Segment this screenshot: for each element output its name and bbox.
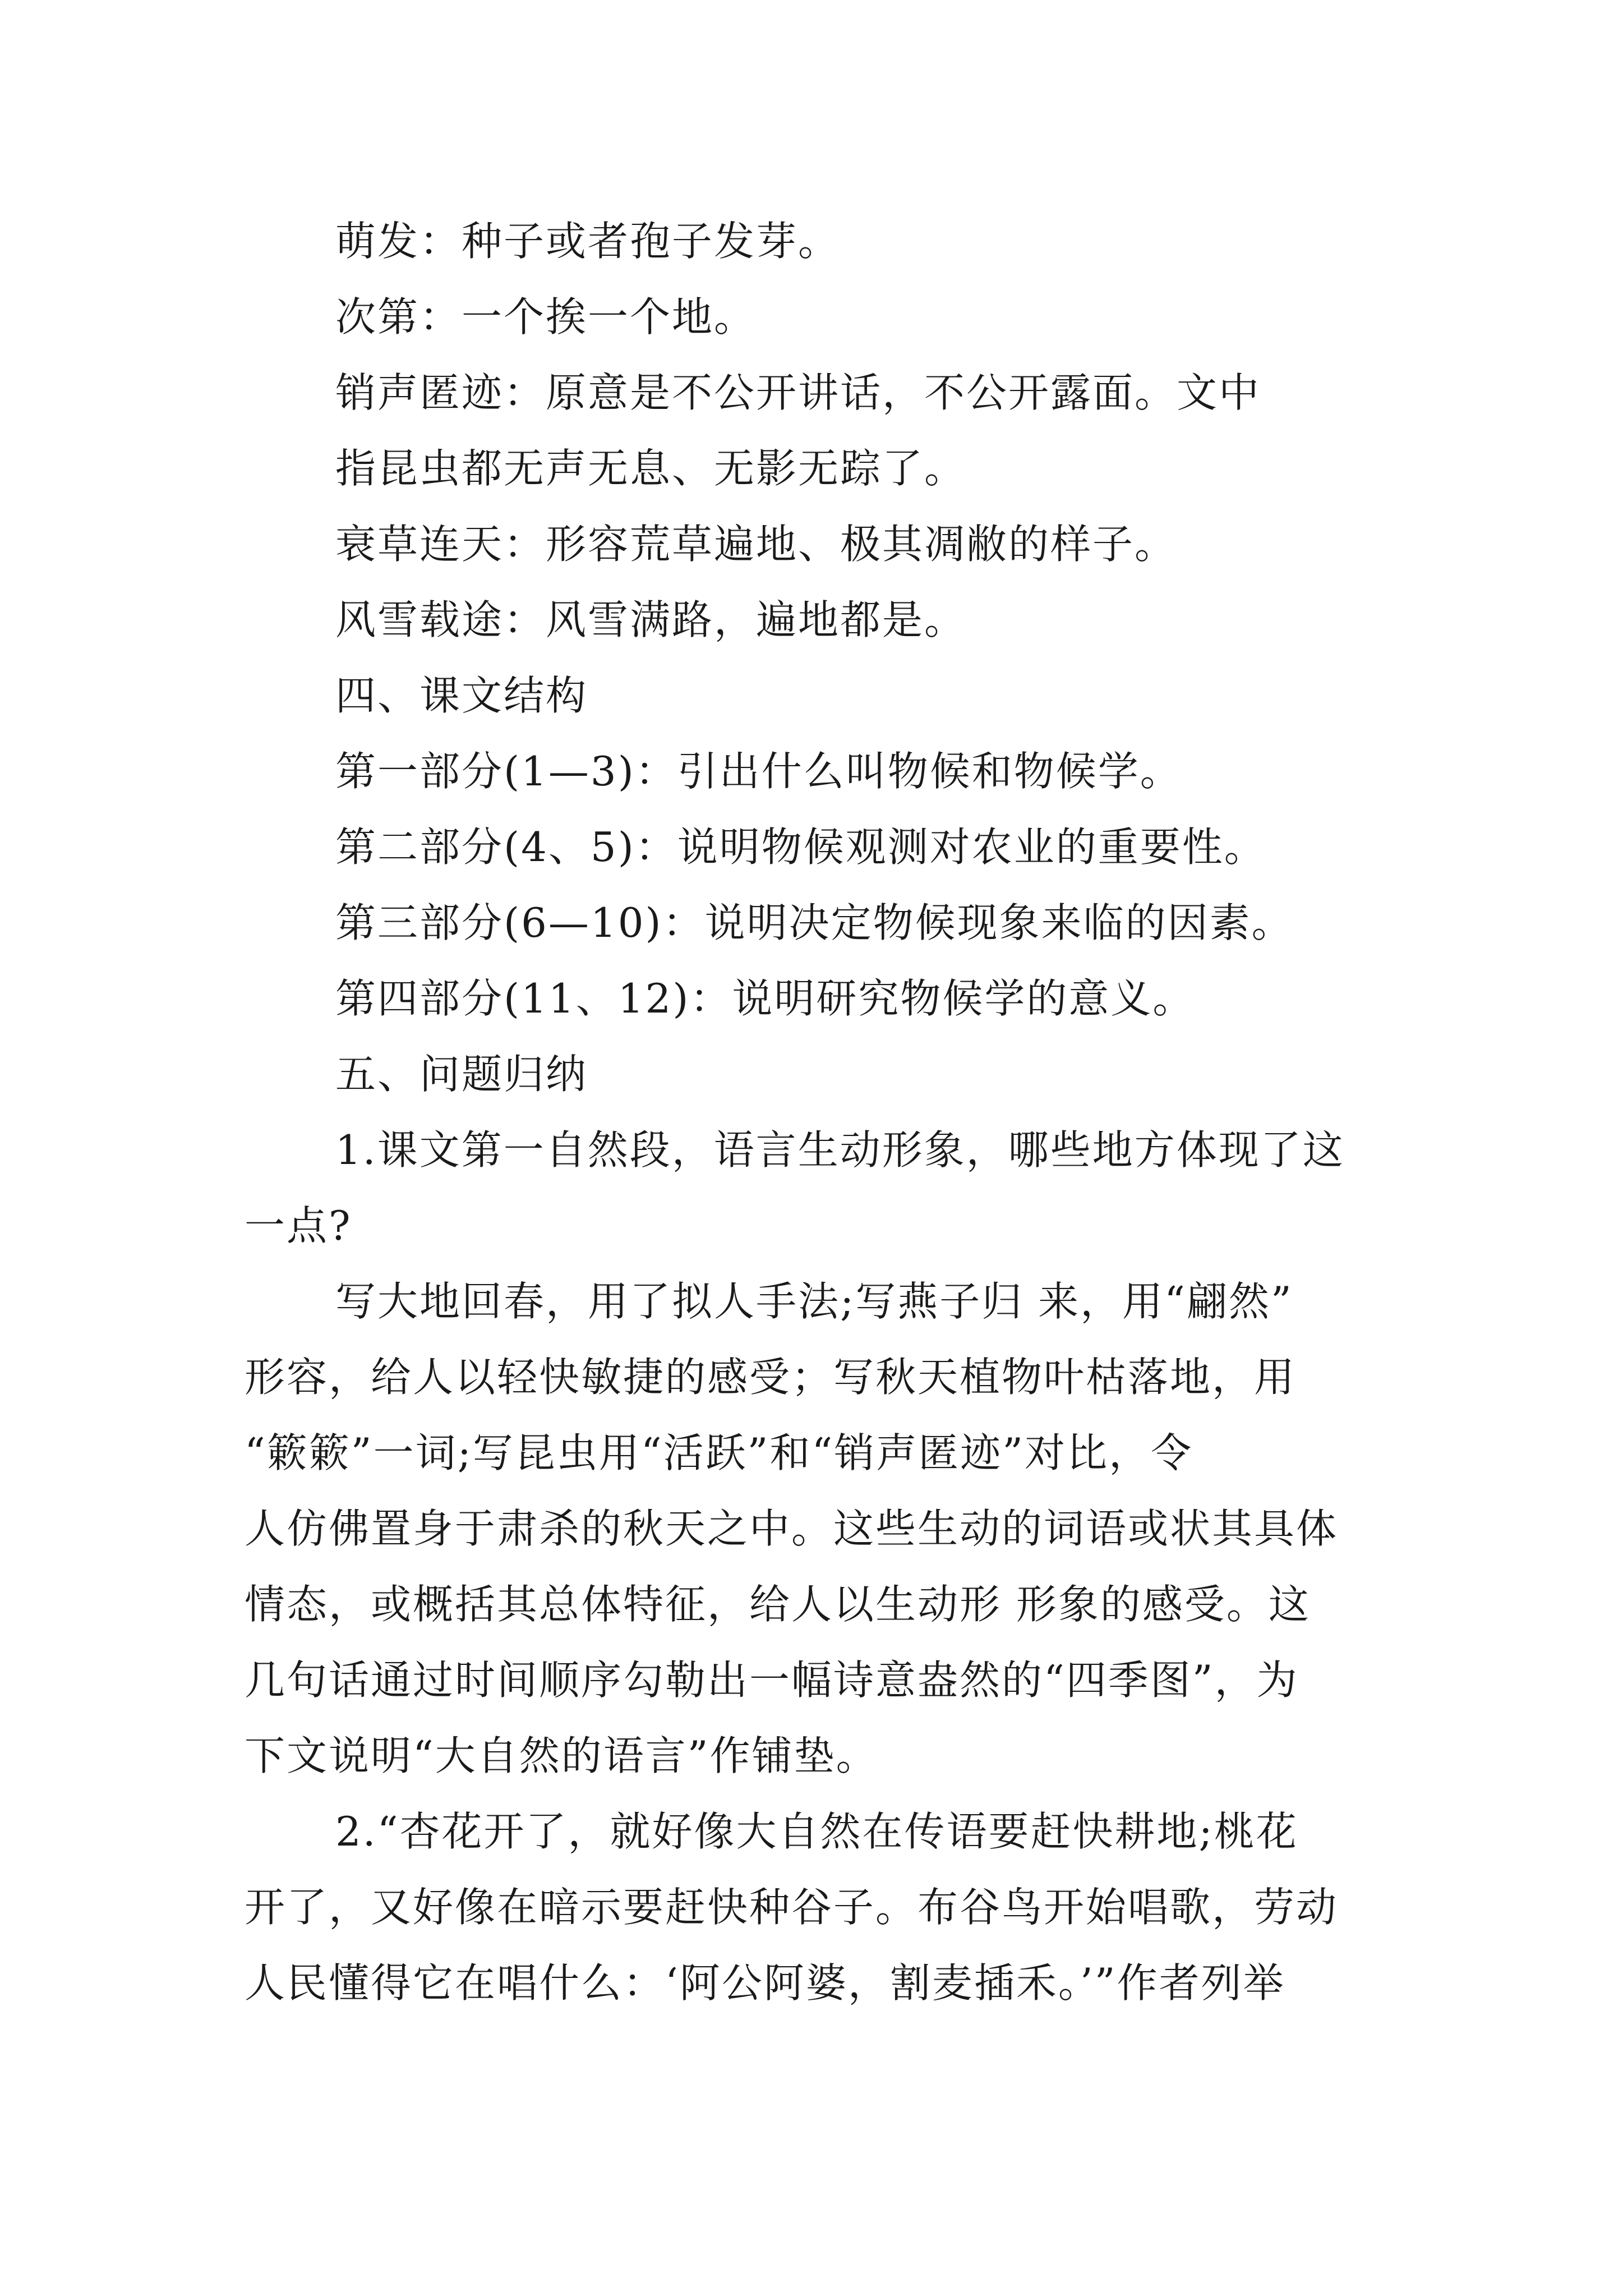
answer-1-line-7: 下文说明“大自然的语言”作铺垫。 — [245, 1732, 878, 1779]
text-line-part-2: 第二部分(4、5)：说明物候观测对农业的重要性。 — [335, 823, 1266, 871]
answer-1-line-6: 几句话通过时间顺序勾勒出一幅诗意盎然的“四季图”，为 — [245, 1657, 1299, 1704]
section-heading-structure: 四、课文结构 — [335, 672, 588, 719]
question-2-line-1: 2.“杏花开了，就好像大自然在传语要赶快耕地;桃花 — [335, 1808, 1298, 1855]
text-line-xiaosheng: 销声匿迹：原意是不公开讲话，不公开露面。文中 — [335, 369, 1261, 416]
answer-1-line-2: 形容，给人以轻快敏捷的感受；写秋天植物叶枯落地，用 — [245, 1354, 1297, 1401]
text-line-part-4: 第四部分(11、12)：说明研究物候学的意义。 — [335, 975, 1195, 1022]
question-1-line-2: 一点? — [245, 1202, 352, 1249]
question-1-line-1: 1.课文第一自然段，语言生动形象，哪些地方体现了这 — [335, 1126, 1345, 1174]
text-line-part-1: 第一部分(1—3)：引出什么叫物候和物候学。 — [335, 748, 1182, 795]
text-line-fengxue: 风雪载途：风雪满路，遍地都是。 — [335, 596, 967, 643]
answer-1-line-4: 人仿佛置身于肃杀的秋天之中。这些生动的词语或状其具体 — [245, 1505, 1339, 1552]
text-line-cidi: 次第：一个挨一个地。 — [335, 293, 757, 341]
answer-1-line-3: “簌簌”一词;写昆虫用“活跃”和“销声匿迹”对比，令 — [245, 1429, 1193, 1476]
text-line-mengfa: 萌发：种子或者孢子发芽。 — [335, 218, 841, 265]
text-line-xiaosheng-2: 指昆虫都无声无息、无影无踪了。 — [335, 445, 967, 492]
answer-1-line-1: 写大地回春，用了拟人手法;写燕子归 来，用“翩然” — [335, 1278, 1293, 1325]
text-line-part-3: 第三部分(6—10)：说明决定物候现象来临的因素。 — [335, 899, 1294, 946]
section-heading-questions: 五、问题归纳 — [335, 1051, 588, 1098]
answer-1-line-5: 情态，或概括其总体特征，给人以生动形 形象的感受。这 — [245, 1581, 1311, 1628]
question-2-line-3: 人民懂得它在唱什么：‘阿公阿婆，割麦插禾。’”作者列举 — [245, 1959, 1285, 2007]
question-2-line-2: 开了，又好像在暗示要赶快种谷子。布谷鸟开始唱歌，劳动 — [245, 1884, 1339, 1931]
text-line-shuaicao: 衰草连天：形容荒草遍地、极其凋敝的样子。 — [335, 521, 1177, 568]
